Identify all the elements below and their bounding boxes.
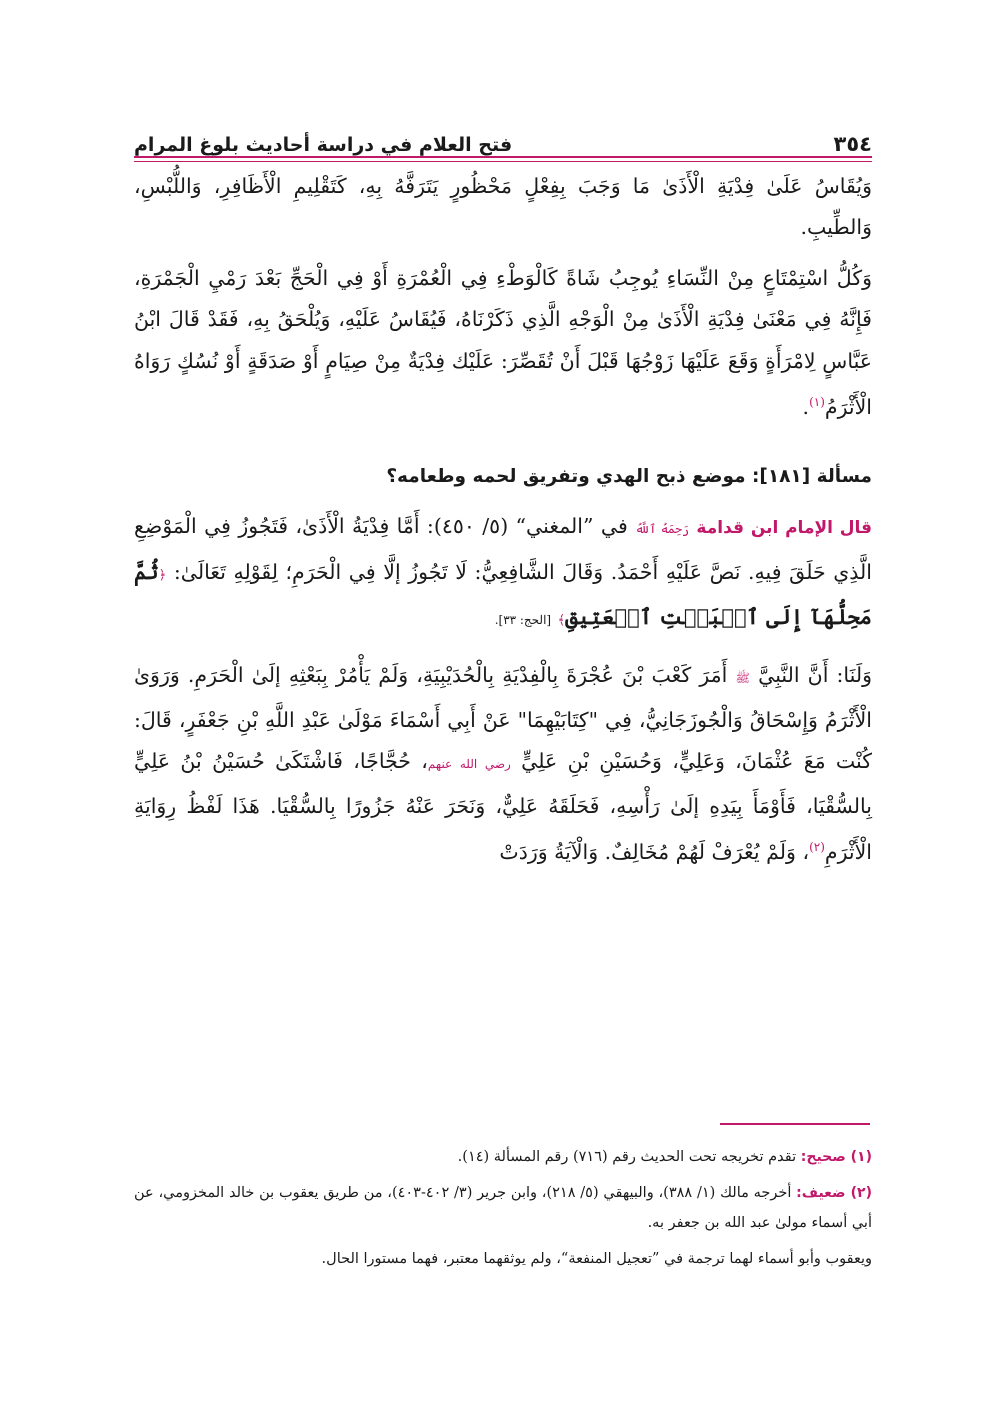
paragraph-4-text-d: ، وَلَمْ يُعْرَفْ لَهُمْ مُخَالِفٌ. وَالْآيَةُ وَرَدَتْ [499, 839, 810, 864]
main-text [134, 166, 872, 873]
salawat-glyph: ﷺ [735, 671, 750, 686]
paragraph-4-text-a: وَلَنَا: أَنَّ النَّبِيَّ [749, 663, 872, 688]
page-number: ٣٥٤ [833, 132, 872, 156]
footnote-label: (٢) ضعيف: [796, 1185, 872, 1201]
footnote-2 [134, 1178, 872, 1238]
paragraph-1: وَيُقَاسُ عَلَىٰ فِدْيَةِ الْأَذَىٰ مَا وَجَبَ بِفِعْلٍ مَحْظُورٍ يَتَرَفَّهُ بِهِ، كَتَقْلِيمِ الْأَظَافِرِ، وَاللُّبْسِ، وَالطِّيبِ. [134, 174, 872, 240]
header-rule-thin [134, 161, 872, 162]
header-rule-thick [134, 156, 872, 158]
paragraph-2-text: وَكُلُّ اسْتِمْتَاعٍ مِنْ النِّسَاءِ يُوجِبُ شَاةً كَالْوَطْءِ فِي الْعُمْرَةِ أَوْ فِي الْحَجِّ بَعْدَ رَمْيِ الْجَمْرَةِ، فَإِنَّهُ فِي مَعْنَىٰ فِدْيَةِ الْأَذَىٰ مِنْ الْوَجْهِ الَّذِي ذَكَرْنَاهُ، فَيُقَاسُ عَلَيْهِ، وَيُلْحَقُ بِهِ، فَقَدْ قَالَ ابْنُ عَبَّاسٍ لِامْرَأَةٍ وَقَعَ عَلَيْهَا زَوْجُهَا قَبْلَ أَنْ تُقَصِّرَ: عَلَيْك فِدْيَةٌ مِنْ صِيَامٍ أَوْ صَدَقَةٍ أَوْ نُسُكٍ رَوَاهُ الْأَثْرَمُ [134, 265, 872, 419]
paragraph-2-end: . [802, 394, 810, 419]
running-header [134, 118, 872, 156]
footnote-1 [134, 1142, 872, 1172]
footnote-text: أخرجه مالك (١/ ٣٨٨)، والبيهقي (٥/ ٢١٨)، وابن جرير (٣/ ٤٠٢-٤٠٣)، من طريق يعقوب بن خالد المخزومي، عن أبي أسماء مولىٰ عبد الله بن جعفر به. [134, 1185, 872, 1231]
footnote-note: ويعقوب وأبو أسماء لهما ترجمة في ”تعجيل المنفعة“، ولم يوثقهما معتبر، فهما مستورا الحال. [321, 1251, 872, 1267]
footnote-label: (١) صحيح: [800, 1149, 872, 1165]
footnote-ref-1[interactable]: (١) [809, 395, 825, 410]
verse-close-ornament: ﴾ [557, 613, 566, 629]
paragraph-4 [134, 655, 872, 873]
footnotes [134, 1142, 872, 1280]
radiya-glyph: رضي الله عنهم [427, 757, 511, 772]
paragraph-3 [134, 506, 872, 641]
quote-speaker: قال الإمام ابن قدامة [696, 518, 872, 539]
paragraph-4-text-c: ، حُجَّاجًا، فَاشْتَكَىٰ حُسَيْنُ بْنُ عَلِيٍّ بِالسُّقْيَا، فَأَوْمَأَ بِيَدِهِ إلَىٰ رَأْسِهِ، فَحَلَقَهُ عَلِيٌّ، وَنَحَرَ عَنْهُ جَزُورًا بِالسُّقْيَا. هَذَا لَفْظُ رِوَايَةِ الْأَثْرَمِ [134, 749, 872, 864]
paragraph-4-text-b: أَمَرَ كَعْبَ بْنَ عُجْرَةَ بِالْفِدْيَةِ بِالْحُدَيْبِيَةِ، وَلَمْ يَأْمُرْ بِبَعْثِهِ إلَىٰ الْحَرَمِ. وَرَوَىٰ الْأَثْرَمُ وَإِسْحَاقُ وَالْجُوزَجَانِيُّ، فِي "كِتَابَيْهِمَا" عَنْ أَبِي أَسْمَاءَ مَوْلَىٰ عَبْدِ اللَّهِ بْنِ جَعْفَرٍ، قَالَ: كُنْت مَعَ عُثْمَانَ، وَعَلِيٍّ، وَحُسَيْنِ بْنِ عَلِيٍّ [134, 663, 872, 774]
verse-reference: [الحج: ٣٣]. [494, 613, 552, 628]
book-title: فتح العلام في دراسة أحاديث بلوغ المرام [134, 134, 513, 156]
footnote-ref-2[interactable]: (٢) [809, 840, 825, 855]
verse-open-ornament: ﴿ [158, 567, 167, 583]
issue-heading: مسألة [١٨١]: موضع ذبح الهدي وتفريق لحمه وطعامه؟ [386, 466, 872, 488]
paragraph-2 [134, 258, 872, 428]
honorific-glyph: رَحِمَهُ ٱللَّهُ [635, 522, 690, 537]
footnote-text: تقدم تخريجه تحت الحديث رقم (٧١٦) رقم المسألة (١٤). [457, 1149, 801, 1165]
footnote-separator [720, 1123, 870, 1125]
paragraph-3-text: في ”المغني“ (٥/ ٤٥٠): أَمَّا فِدْيَةُ الْأَذَىٰ، فَتَجُوزُ فِي الْمَوْضِعِ الَّذِي حَلَقَ فِيهِ. نَصَّ عَلَيْهِ أَحْمَدُ. وَقَالَ الشَّافِعِيُّ: لَا تَجُوزُ إلَّا فِي الْحَرَمِ؛ لِقَوْلِهِ تَعَالَىٰ: [134, 514, 872, 584]
quran-verse: ثُمَّ مَحِلُّهَآ إِلَى ٱلۡبَيۡتِ ٱلۡعَتِيقِ [134, 558, 872, 630]
